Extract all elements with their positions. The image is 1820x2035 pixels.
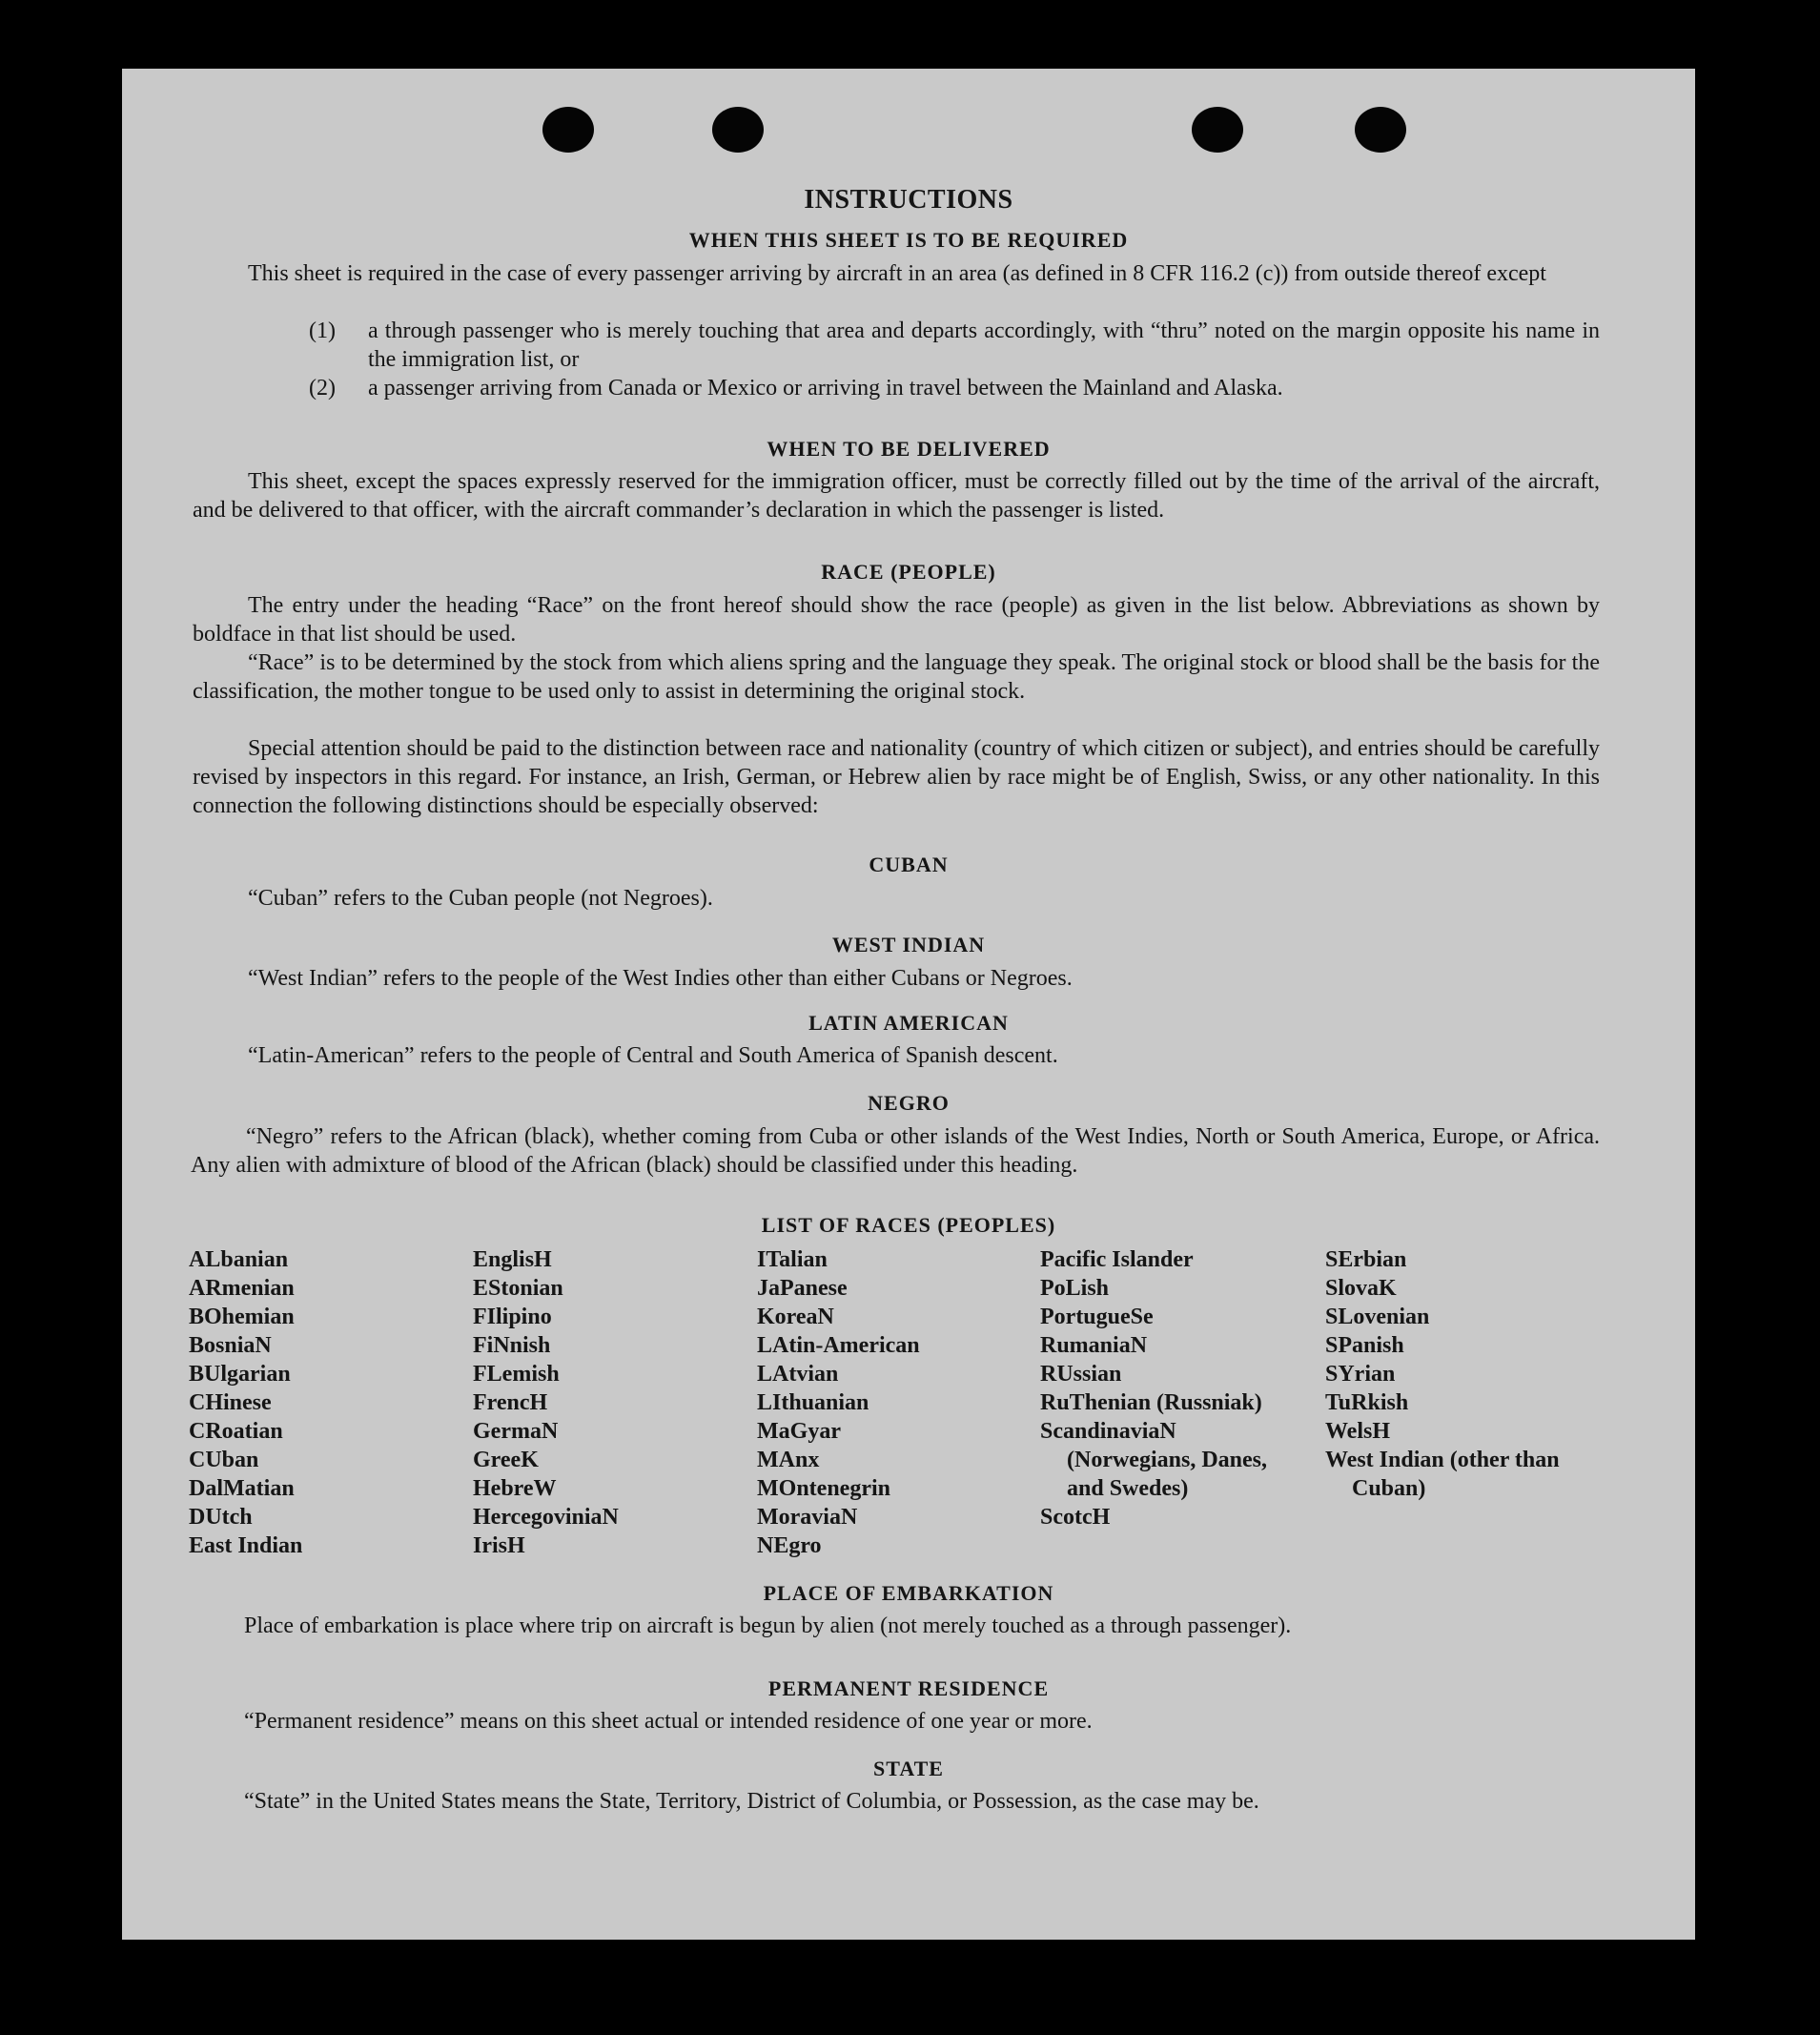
race-entry: FiNnish: [473, 1333, 551, 1358]
race-entry: GreeK: [473, 1448, 539, 1472]
negro-heading: NEGRO: [868, 1091, 950, 1115]
list-heading: LIST OF RACES (PEOPLES): [761, 1213, 1056, 1237]
races-column-3: [757, 1245, 1033, 1560]
west-indian-heading: WEST INDIAN: [831, 933, 986, 956]
race-entry: SLovenian: [1325, 1305, 1430, 1329]
race-entry: LAtvian: [757, 1362, 839, 1387]
race-entry: SPanish: [1325, 1333, 1404, 1358]
race-entry: ScandinaviaN (Norwegians, Danes, and Swedes): [1040, 1419, 1267, 1501]
item-text: a passenger arriving from Canada or Mexico or arriving in travel between the Mainland and Alaska.: [368, 376, 1283, 401]
race-entry: MAnx: [757, 1448, 820, 1472]
punch-hole: [542, 107, 594, 153]
race-entry: SYrian: [1325, 1362, 1396, 1387]
race-entry: RuThenian (Russniak): [1040, 1390, 1262, 1415]
negro-text: “Negro” refers to the African (black), whether coming from Cuba or other islands of the West Indies, North or South America, Europe, or Africa. Any alien with admixture of blood of the African (black) should be classified under this heading.: [191, 1124, 1600, 1178]
race-entry: WelsH: [1325, 1419, 1391, 1444]
race-entry: HebreW: [473, 1476, 557, 1501]
when-delivered-text: This sheet, except the spaces expressly reserved for the immigration officer, must be correctly filled out by the time of the arrival of the aircraft, and be delivered to that officer, with the aircraft commander’s declaration in which the passenger is listed.: [193, 469, 1600, 523]
latin-american-text: “Latin-American” refers to the people of Central and South America of Spanish descent.: [248, 1043, 1058, 1068]
race-entry: PortugueSe: [1040, 1305, 1154, 1329]
race-entry: DUtch: [189, 1505, 253, 1530]
races-column-5: [1325, 1245, 1581, 1503]
race-entry: MOntenegrin: [757, 1476, 890, 1501]
race-entry: MaGyar: [757, 1419, 841, 1444]
when-required-heading: WHEN THIS SHEET IS TO BE REQUIRED: [688, 228, 1129, 252]
race-entry: CHinese: [189, 1390, 272, 1415]
race-entry: RumaniaN: [1040, 1333, 1148, 1358]
race-entry: DalMatian: [189, 1476, 295, 1501]
race-paragraph: The entry under the heading “Race” on the front hereof should show the race (people) as given in the list below. Abbreviations as shown by boldface in that list should be used.: [193, 593, 1600, 647]
residence-text: “Permanent residence” means on this sheet actual or intended residence of one year or more.: [244, 1709, 1093, 1734]
race-entry: SErbian: [1325, 1247, 1407, 1272]
item-text: a through passenger who is merely touching that area and departs accordingly, with “thru” noted on the margin opposite his name in the immigration list, or: [368, 319, 1600, 372]
race-entry: ARmenian: [189, 1276, 295, 1301]
race-entry: ALbanian: [189, 1247, 289, 1272]
race-entry: SlovaK: [1325, 1276, 1397, 1301]
race-entry: EnglisH: [473, 1247, 552, 1272]
races-column-1: [189, 1245, 465, 1560]
race-entry: RUssian: [1040, 1362, 1122, 1387]
race-entry: FIlipino: [473, 1305, 552, 1329]
race-entry: GermaN: [473, 1419, 559, 1444]
race-entry: CUban: [189, 1448, 259, 1472]
instruction-sheet: [122, 69, 1695, 1940]
race-entry: MoraviaN: [757, 1505, 858, 1530]
punch-hole: [1355, 107, 1406, 153]
cuban-heading: CUBAN: [869, 853, 949, 876]
race-paragraph: Special attention should be paid to the distinction between race and nationality (country of which citizen or subject), and entries should be carefully revised by inspectors in this regard. For instance, an Irish, German, or Hebrew alien by race might be of English, Swiss, or any other nationality. In this connection the following distinctions should be especially observed:: [193, 736, 1600, 818]
embarkation-heading: PLACE OF EMBARKATION: [763, 1581, 1054, 1605]
race-entry: CRoatian: [189, 1419, 283, 1444]
race-entry: LAtin-American: [757, 1333, 920, 1358]
race-entry: FrencH: [473, 1390, 548, 1415]
page-title: INSTRUCTIONS: [804, 185, 1013, 215]
race-paragraph: “Race” is to be determined by the stock from which aliens spring and the language they speak. The original stock or blood shall be the basis for the classification, the mother tongue to be used only to assist in determining the original stock.: [193, 650, 1600, 704]
west-indian-text: “West Indian” refers to the people of the West Indies other than either Cubans or Negroes.: [248, 966, 1073, 991]
race-entry: JaPanese: [757, 1276, 848, 1301]
race-entry: TuRkish: [1325, 1390, 1409, 1415]
state-heading: STATE: [873, 1757, 944, 1780]
when-delivered-heading: WHEN TO BE DELIVERED: [767, 437, 1051, 461]
race-entry: PoLish: [1040, 1276, 1110, 1301]
race-entry: ScotcH: [1040, 1505, 1111, 1530]
race-entry: West Indian (other than Cuban): [1325, 1448, 1560, 1501]
race-entry: IrisH: [473, 1533, 525, 1558]
race-entry: ITalian: [757, 1247, 828, 1272]
race-entry: HercegoviniaN: [473, 1505, 619, 1530]
item-number: (2): [309, 376, 336, 401]
state-text: “State” in the United States means the State, Territory, District of Columbia, or Possession, as the case may be.: [244, 1789, 1259, 1814]
race-entry: NEgro: [757, 1533, 822, 1558]
race-entry: KoreaN: [757, 1305, 834, 1329]
race-heading: RACE (PEOPLE): [821, 560, 996, 584]
race-entry: East Indian: [189, 1533, 303, 1558]
race-entry: FLemish: [473, 1362, 560, 1387]
when-required-intro: This sheet is required in the case of every passenger arriving by aircraft in an area (as defined in 8 CFR 116.2 (c)) from outside thereof except: [248, 261, 1546, 286]
race-entry: BUlgarian: [189, 1362, 291, 1387]
race-entry: EStonian: [473, 1276, 563, 1301]
cuban-text: “Cuban” refers to the Cuban people (not Negroes).: [248, 886, 713, 911]
race-entry: Pacific Islander: [1040, 1247, 1194, 1272]
races-column-2: [473, 1245, 749, 1560]
item-number: (1): [309, 319, 336, 343]
embarkation-text: Place of embarkation is place where trip on aircraft is begun by alien (not merely touched as a through passenger).: [244, 1614, 1292, 1638]
residence-heading: PERMANENT RESIDENCE: [767, 1676, 1050, 1700]
latin-american-heading: LATIN AMERICAN: [808, 1011, 1009, 1035]
punch-hole: [1192, 107, 1243, 153]
races-column-4: [1040, 1245, 1298, 1531]
race-entry: LIthuanian: [757, 1390, 869, 1415]
race-entry: BosniaN: [189, 1333, 272, 1358]
race-entry: BOhemian: [189, 1305, 295, 1329]
punch-hole: [712, 107, 764, 153]
